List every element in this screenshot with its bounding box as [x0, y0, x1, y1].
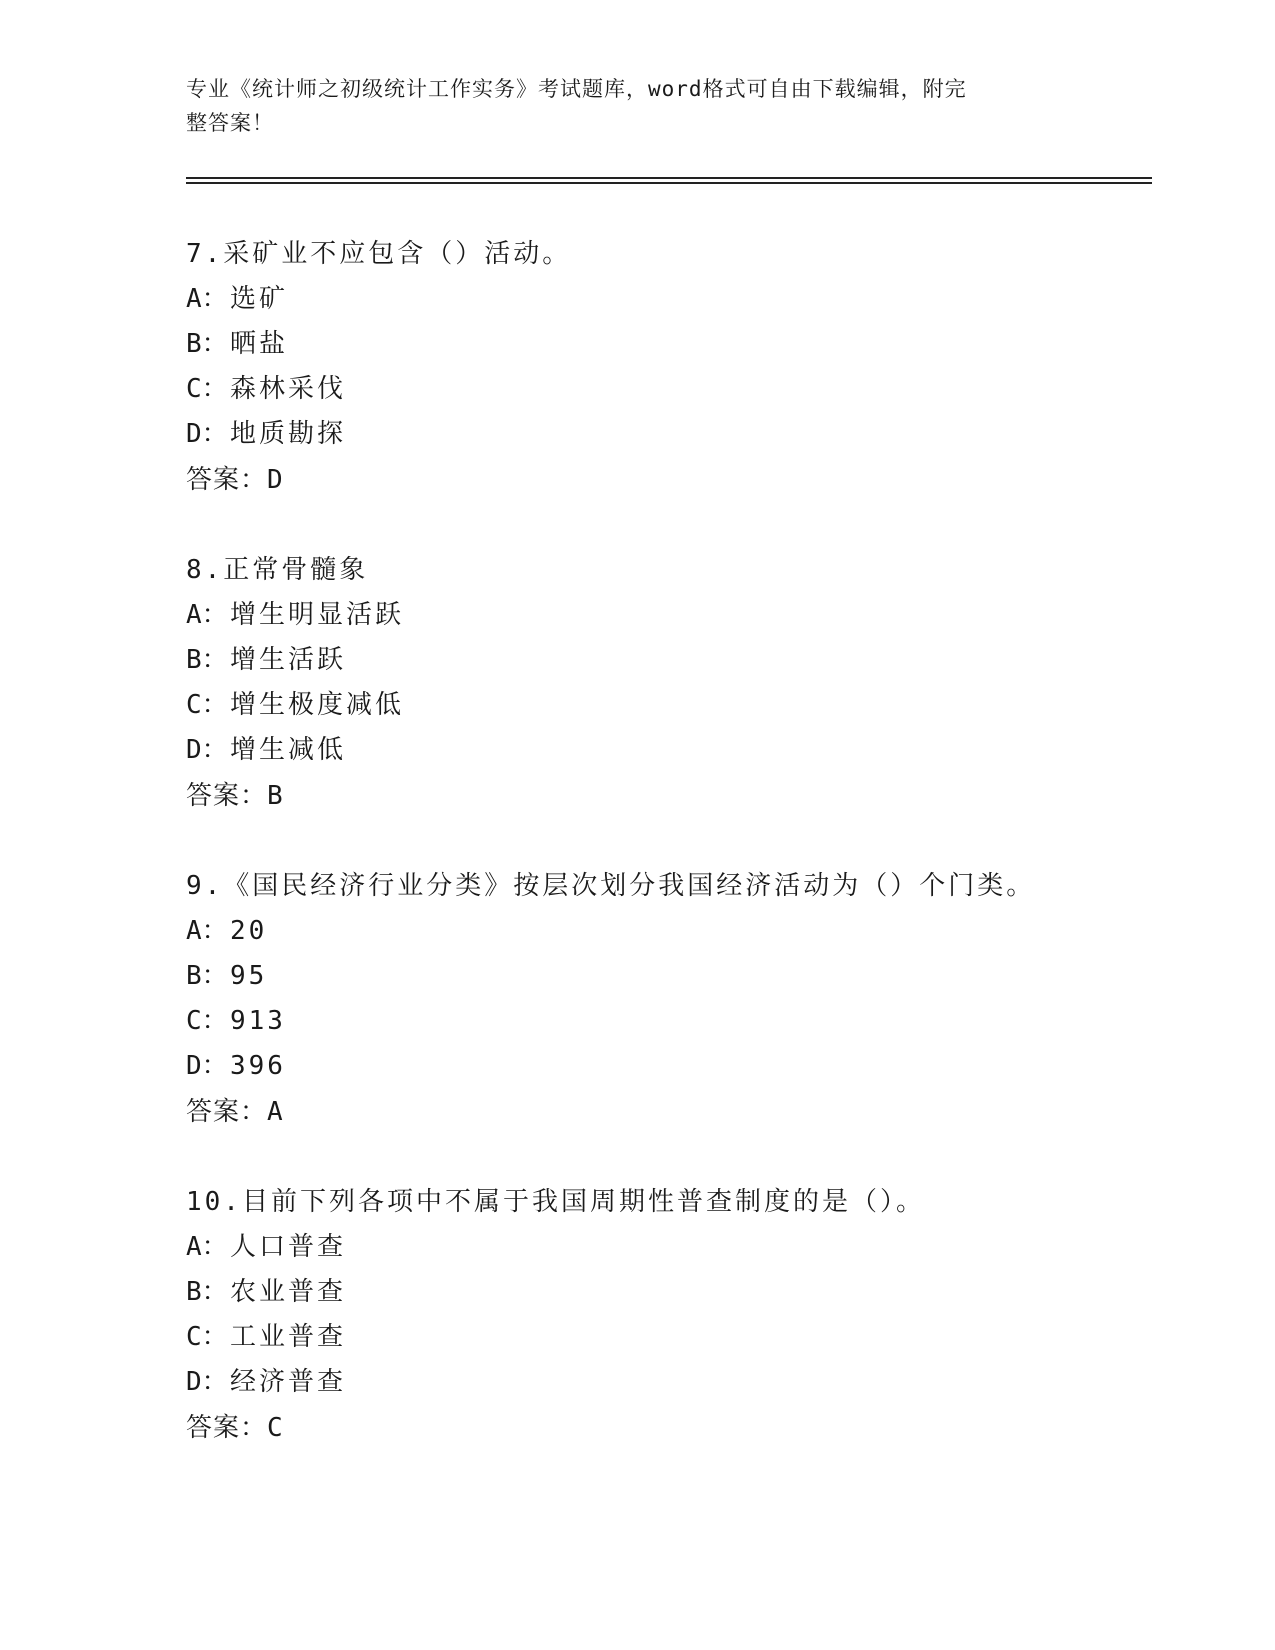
- answer-label: 答案：: [186, 1097, 268, 1127]
- question-7: [186, 232, 1146, 504]
- option-b: [186, 954, 1146, 999]
- option-d: [186, 728, 1146, 773]
- option-key: D：: [186, 735, 228, 765]
- option-text: 地质勘探: [230, 419, 347, 449]
- answer-value: B: [267, 781, 283, 811]
- header-divider-top: [186, 177, 1152, 179]
- option-text: 913: [230, 1006, 286, 1036]
- option-text: 增生减低: [230, 735, 347, 765]
- document-header: [186, 72, 1066, 140]
- option-key: B：: [186, 1277, 228, 1307]
- question-stem: 10.目前下列各项中不属于我国周期性普查制度的是（）。: [186, 1187, 925, 1217]
- option-a: [186, 277, 1146, 322]
- header-line-1: 专业《统计师之初级统计工作实务》考试题库，word格式可自由下载编辑，附完: [186, 77, 967, 101]
- option-d: [186, 1044, 1146, 1089]
- option-key: D：: [186, 1367, 228, 1397]
- answer-label: 答案：: [186, 465, 268, 495]
- header-line-2: 整答案！: [186, 111, 274, 135]
- option-text: 晒盐: [230, 329, 289, 359]
- option-c: [186, 1315, 1146, 1360]
- option-b: [186, 1270, 1146, 1315]
- option-b: [186, 638, 1146, 683]
- option-key: C：: [186, 1322, 228, 1352]
- option-c: [186, 999, 1146, 1044]
- option-d: [186, 412, 1146, 457]
- answer-value: D: [267, 465, 283, 495]
- answer-line: [186, 1089, 1146, 1136]
- option-key: D：: [186, 419, 228, 449]
- option-c: [186, 683, 1146, 728]
- option-key: B：: [186, 329, 228, 359]
- answer-line: [186, 457, 1146, 504]
- option-key: A：: [186, 916, 228, 946]
- answer-value: A: [267, 1097, 283, 1127]
- option-text: 经济普查: [230, 1367, 347, 1397]
- option-text: 95: [230, 961, 268, 991]
- question-8: [186, 548, 1146, 820]
- option-b: [186, 322, 1146, 367]
- option-text: 增生明显活跃: [230, 600, 405, 630]
- option-text: 选矿: [230, 284, 289, 314]
- question-10: [186, 1180, 1146, 1452]
- option-a: [186, 593, 1146, 638]
- option-key: C：: [186, 374, 228, 404]
- option-key: C：: [186, 690, 228, 720]
- option-text: 396: [230, 1051, 286, 1081]
- option-key: B：: [186, 645, 228, 675]
- option-c: [186, 367, 1146, 412]
- answer-line: [186, 1405, 1146, 1452]
- question-stem: 9.《国民经济行业分类》按层次划分我国经济活动为（）个门类。: [186, 871, 1036, 901]
- option-text: 工业普查: [230, 1322, 347, 1352]
- answer-label: 答案：: [186, 781, 268, 811]
- option-text: 增生极度减低: [230, 690, 405, 720]
- question-9: [186, 864, 1146, 1136]
- option-key: A：: [186, 600, 228, 630]
- option-a: [186, 909, 1146, 954]
- option-key: B：: [186, 961, 228, 991]
- option-key: D：: [186, 1051, 228, 1081]
- option-text: 人口普查: [230, 1232, 347, 1262]
- answer-line: [186, 773, 1146, 820]
- option-text: 农业普查: [230, 1277, 347, 1307]
- option-text: 20: [230, 916, 268, 946]
- option-key: C：: [186, 1006, 228, 1036]
- question-list: [186, 232, 1146, 1496]
- option-d: [186, 1360, 1146, 1405]
- option-text: 森林采伐: [230, 374, 347, 404]
- question-stem: 8.正常骨髓象: [186, 555, 369, 585]
- option-key: A：: [186, 1232, 228, 1262]
- option-a: [186, 1225, 1146, 1270]
- answer-label: 答案：: [186, 1413, 268, 1443]
- option-text: 增生活跃: [230, 645, 347, 675]
- option-key: A：: [186, 284, 228, 314]
- header-divider-bottom: [186, 182, 1152, 184]
- question-stem: 7.采矿业不应包含（）活动。: [186, 239, 572, 269]
- answer-value: C: [267, 1413, 283, 1443]
